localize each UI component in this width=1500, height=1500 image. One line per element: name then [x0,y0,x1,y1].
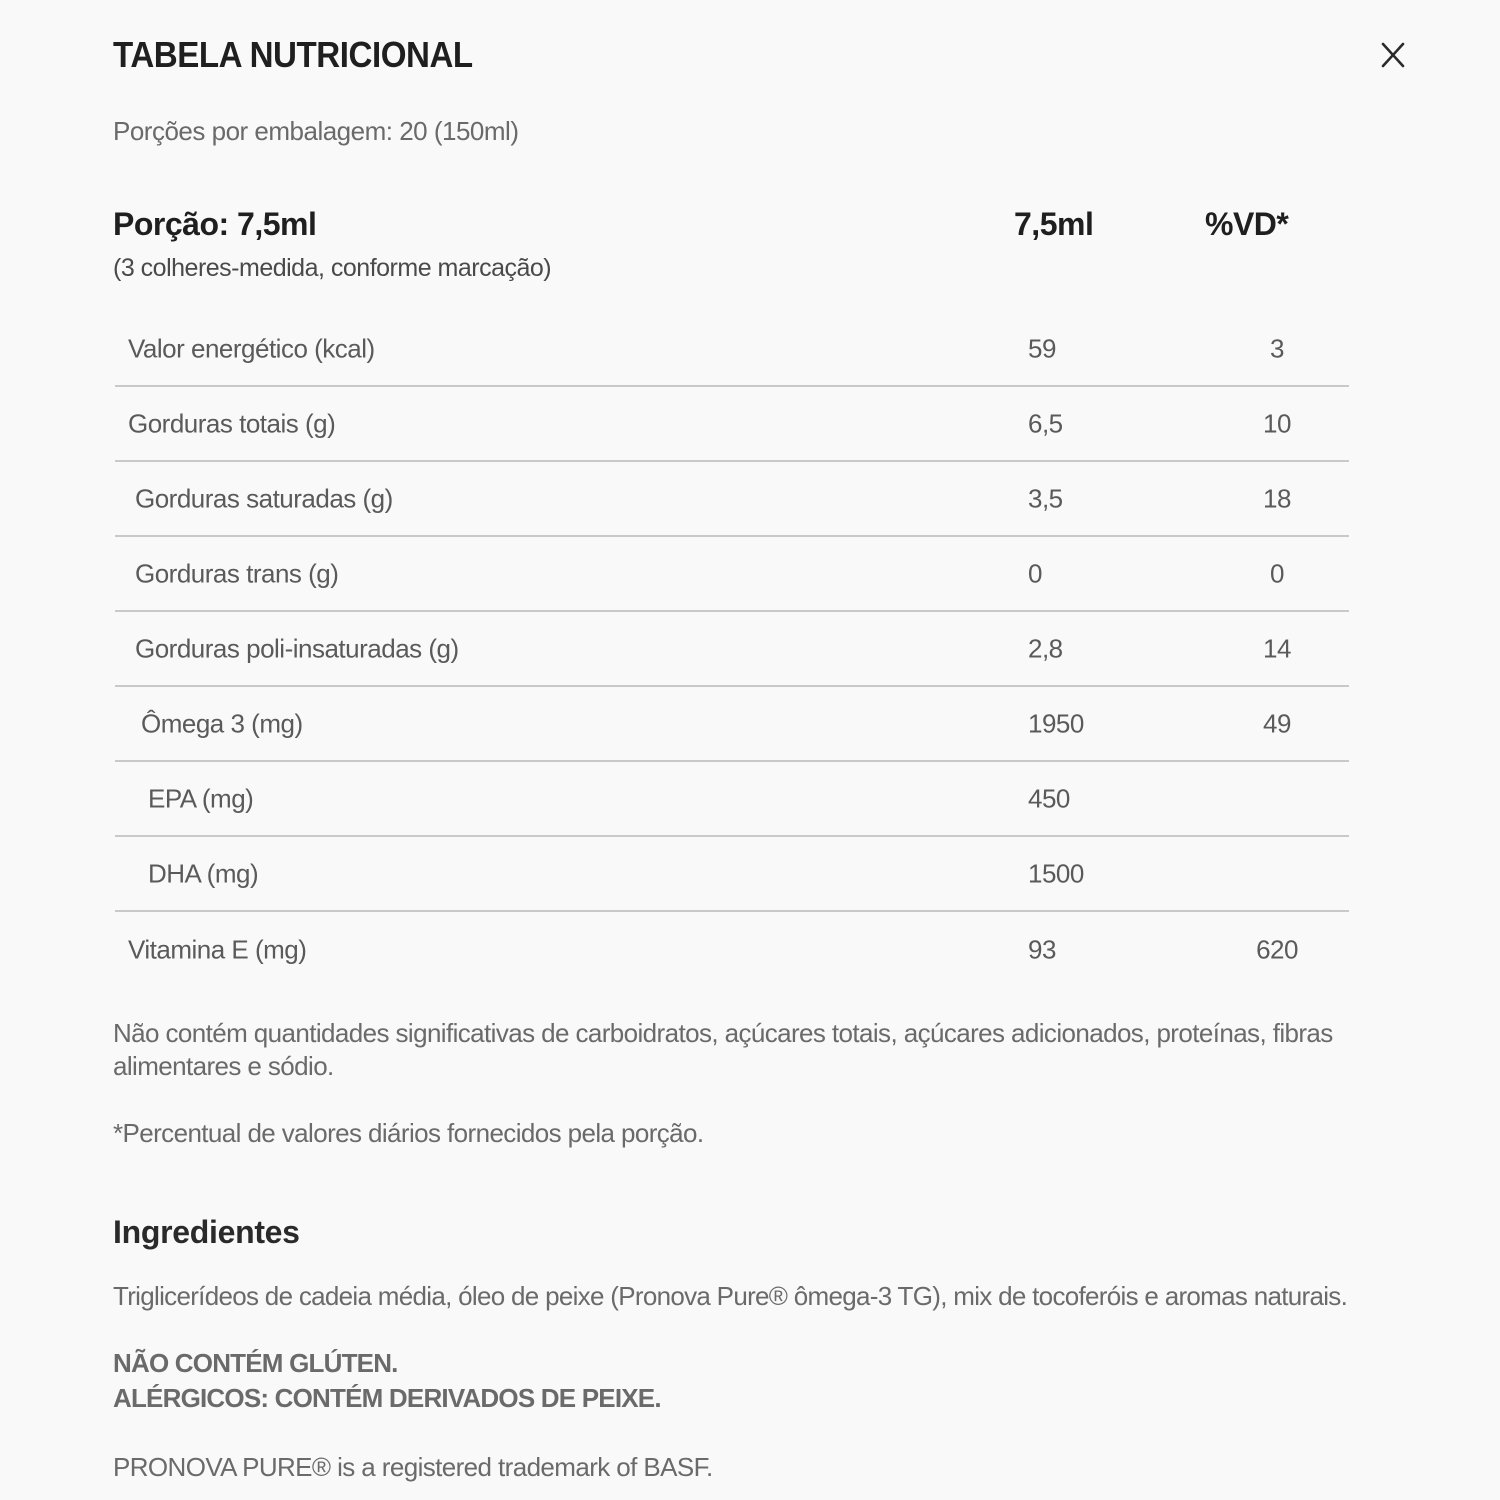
table-row [115,837,1349,912]
ingredients-text: Triglicerídeos de cadeia média, óleo de peixe (Pronova Pure® ômega-3 TG), mix de tocoferóis e aromas naturais. [113,1281,1348,1311]
trademark-notice: PRONOVA PURE® is a registered trademark of BASF. [113,1452,713,1482]
nutrient-amount: 2,8 [1028,633,1063,663]
column-header-daily-value: %VD* [1205,206,1289,242]
table-row: Gorduras trans (g) 0 0 [115,537,1349,612]
nutrient-amount: 450 [1028,783,1070,813]
nutrient-amount: 1500 [1028,858,1084,888]
table-row: Gorduras totais (g) 6,5 10 [115,387,1349,462]
table-row [115,762,1349,837]
table-row: Valor energético (kcal) 59 3 [115,312,1349,387]
table-row: Gorduras poli-insaturadas (g) 2,8 14 [115,612,1349,687]
ingredients-title: Ingredientes [113,1214,300,1250]
daily-value-footnote: *Percentual de valores diários fornecidos pela porção. [113,1118,704,1148]
portion-description: (3 colheres-medida, conforme marcação) [113,254,552,282]
nutrition-note: Não contém quantidades significativas de carboidratos, açúcares totais, açúcares adicionados, proteínas, fibras alimentares e sódio. [113,1018,1333,1081]
nutrient-name: Gorduras totais (g) [128,408,336,438]
nutrient-amount: 59 [1028,333,1056,363]
nutrient-name: Gorduras poli-insaturadas (g) [135,633,459,663]
nutrition-table [115,312,1349,987]
nutrient-name: Gorduras saturadas (g) [135,483,393,513]
nutrient-name: Valor energético (kcal) [128,333,375,363]
nutrient-name: Ômega 3 (mg) [141,708,303,738]
allergen-warning: ALÉRGICOS: CONTÉM DERIVADOS DE PEIXE. [113,1383,661,1413]
close-icon [1370,34,1416,80]
nutrient-amount: 93 [1028,934,1056,964]
servings-per-package: Porções por embalagem: 20 (150ml) [113,116,519,146]
modal-title: TABELA NUTRICIONAL [113,34,473,75]
table-row: Ômega 3 (mg) 1950 49 [115,687,1349,762]
close-button[interactable] [1370,34,1416,80]
gluten-warning: NÃO CONTÉM GLÚTEN. [113,1348,398,1378]
nutrient-name: EPA (mg) [148,783,254,813]
nutrient-amount: 3,5 [1028,483,1063,513]
nutrient-name: Vitamina E (mg) [128,934,307,964]
nutrient-amount: 6,5 [1028,408,1063,438]
nutrient-name: DHA (mg) [148,858,259,888]
nutrient-amount: 1950 [1028,708,1084,738]
nutrient-name: Gorduras trans (g) [135,558,339,588]
table-row: Gorduras saturadas (g) 3,5 18 [115,462,1349,537]
portion-label: Porção: 7,5ml [113,206,317,242]
table-row: Vitamina E (mg) 93 620 [128,934,1298,964]
nutrient-amount: 0 [1028,558,1042,588]
column-header-amount: 7,5ml [1014,206,1094,242]
